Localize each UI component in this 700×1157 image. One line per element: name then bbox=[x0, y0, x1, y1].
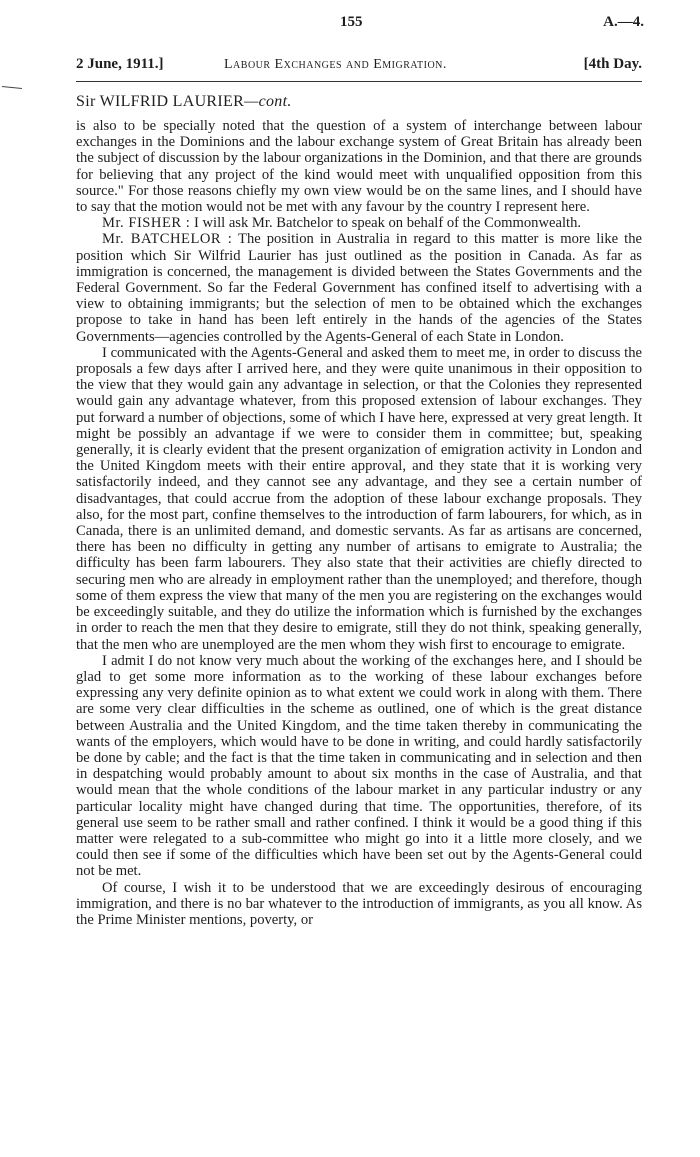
page-top-line bbox=[0, 14, 700, 34]
paragraph-text: I will ask Mr. Batchelor to speak on behalf of the Commonwealth. bbox=[193, 215, 582, 232]
header-date: 2 June, 1911.] bbox=[76, 56, 164, 72]
running-header bbox=[76, 52, 642, 78]
paragraph-text: The position in Australia in regard to this matter is more like the position which Sir Wilfrid Laurier has just outlined as the position in Canada. As far as immigration is concerned, the management is divided between the States Governments and the Federal Government. So far the Federal Government has confined itself to advertising with a view to obtaining immigrants; but the selection of men to be obtained which the exchanges propose to take in hand has been left entirely in the hands of the agencies of the States Governments—agencies controlled by the Agents-General of each State in London. bbox=[76, 231, 642, 345]
paragraph-text: is also to be specially noted that the question of a system of interchange between labour exchanges in the Dominions and the labour exchange system of Great Britain has already been the subject of discussion by the labour organizations in the Dominion, and that there are grounds for believing that any project of the kind would meet with unqualified opposition from this source." For those reasons chiefly my own view would be on the same lines, and I should have to say that the motion would not be met with any favour by the country I represent here. bbox=[76, 118, 642, 216]
header-title: Labour Exchanges and Emigration. bbox=[224, 57, 447, 72]
margin-mark bbox=[2, 86, 22, 89]
paragraph bbox=[76, 231, 642, 344]
paragraph-text: Of course, I wish it to be understood that we are exceedingly desirous of encouraging immigration, and there is no bar whatever to the introduction of immigrants, as you all know. As the Prime Minister mentions, poverty, or bbox=[76, 879, 642, 928]
paragraph-speaker: Mr. FISHER : bbox=[102, 215, 191, 232]
document-code: A.—4. bbox=[603, 14, 644, 30]
paragraph-speaker: Mr. BATCHELOR : bbox=[102, 231, 233, 248]
speaker-header-suffix: —cont. bbox=[244, 93, 292, 110]
paragraph bbox=[76, 215, 642, 231]
body-text bbox=[76, 118, 642, 928]
page-number: 155 bbox=[340, 14, 363, 30]
speaker-header-name: Sir WILFRID LAURIER bbox=[76, 93, 245, 110]
paragraph bbox=[76, 345, 642, 653]
header-rule bbox=[76, 81, 642, 82]
paragraph bbox=[76, 653, 642, 880]
header-day: [4th Day. bbox=[583, 56, 642, 72]
paragraph bbox=[76, 880, 642, 929]
paragraph bbox=[76, 118, 642, 215]
speaker-header bbox=[76, 93, 642, 111]
paragraph-text: I admit I do not know very much about the working of the exchanges here, and I should be glad to get some more information as to the working of these labour exchanges before expressing any very definite opinion as to what extent we could work in along with them. There are some very clear difficulties in the scheme as outlined, one of which is the great distance between Australia and the United Kingdom, and the time taken thereby in communicating the wants of the employers, which would have to be done in writing, and could hardly satisfactorily be done by cable; and the fact is that the time taken in communicating and in selection and then in despatching would probably amount to about six months in the case of Australia, and that would mean that the whole conditions of the labour market in any particular industry or any particular locality might have changed during that time. The opportunities, therefore, of its general use seem to be rather small and rather confined. I think it would be a good thing if this matter were relegated to a sub-committee who might go into it a little more closely, and we could then see if some of the difficulties which have been set out by the Agents-General could not be met. bbox=[76, 652, 642, 880]
paragraph-text: I communicated with the Agents-General and asked them to meet me, in order to discuss the proposals a few days after I arrived here, and they were quite unanimous in their opposition to the view that they would gain any advantage in selection, or that the Colonies they represented would gain any advantage whatever, from this proposed extension of labour exchanges. They put forward a number of objections, some of which I have here, expressed at very great length. It might be possibly an advantage if we were to consider them in committee; but, speaking generally, it is clearly evident that the present organization of emigration activity in London and the United Kingdom meets with their entire approval, and they state that it is working very satisfactorily indeed, and they cannot see any advantage, and they see a certain number of disadvantages, that could accrue from the adoption of these labour exchange proposals. They also, for the most part, confine themselves to the introduction of farm labourers, for which, as in Canada, there is an unlimited demand, and domestic servants. As far as artisans are concerned, there has been no difficulty in getting any number of artisans to emigrate to Australia; the difficulty has been farm labourers. They also state that their activities are chiefly directed to securing men who are already in employment rather than the unemployed; and therefore, though some of them express the view that many of the men you are registering on the exchanges would be exceedingly suitable, and they do utilize the information which is furnished by the exchanges in order to reach the men that they desire to emigrate, still they do not think, speaking generally, that the men who are unemployed are the men whom they wish first to encourage to emigrate. bbox=[76, 344, 642, 653]
